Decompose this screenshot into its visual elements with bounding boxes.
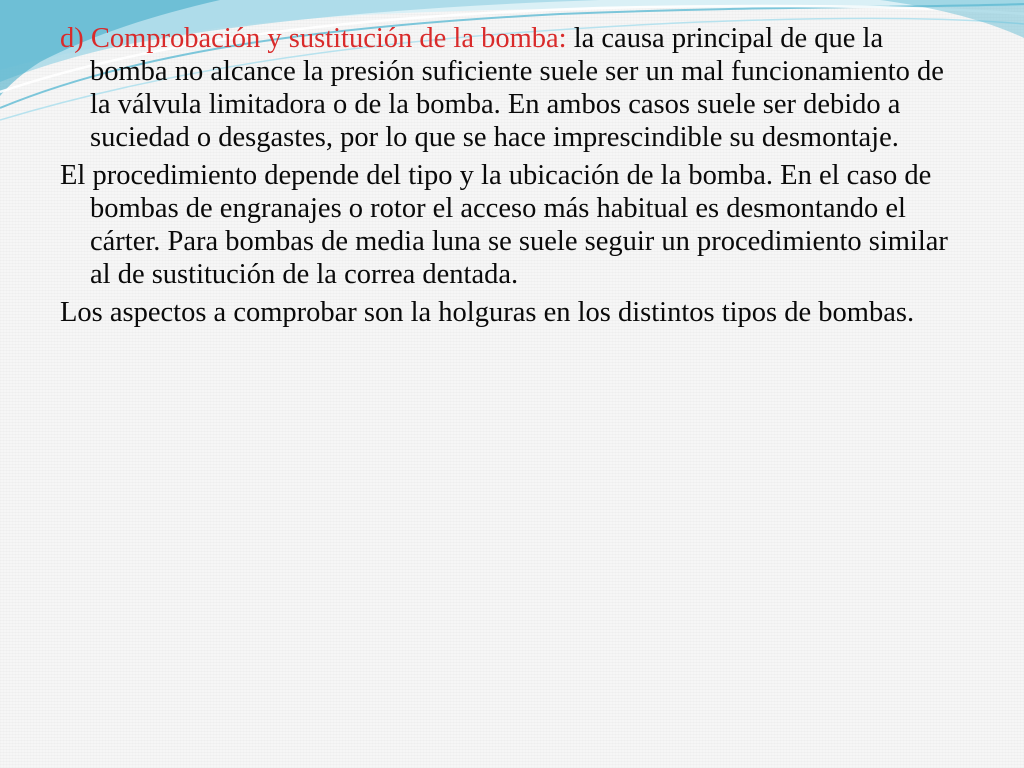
paragraph-text: la causa principal de que la bomba no alcance la presión suficiente suele ser un mal funcionamiento de la válvula limitadora o de la bomba. En ambos casos suele ser debido a suciedad o desgastes, por lo que se hace imprescindible su desmontaje. bbox=[90, 23, 944, 153]
paragraph-pump-check bbox=[60, 22, 960, 154]
slide-body bbox=[60, 22, 960, 334]
paragraph-heading: d) Comprobación y sustitución de la bomba: bbox=[60, 23, 567, 54]
paragraph-text: Los aspectos a comprobar son la holguras en los distintos tipos de bombas. bbox=[60, 297, 915, 328]
paragraph-procedure bbox=[60, 159, 960, 291]
paragraph-text: El procedimiento depende del tipo y la ubicación de la bomba. En el caso de bombas de engranajes o rotor el acceso más habitual es desmontando el cárter. Para bombas de media luna se suele seguir un procedimiento similar al de sustitución de la correa dentada. bbox=[60, 160, 948, 290]
paragraph-aspects bbox=[60, 296, 960, 329]
